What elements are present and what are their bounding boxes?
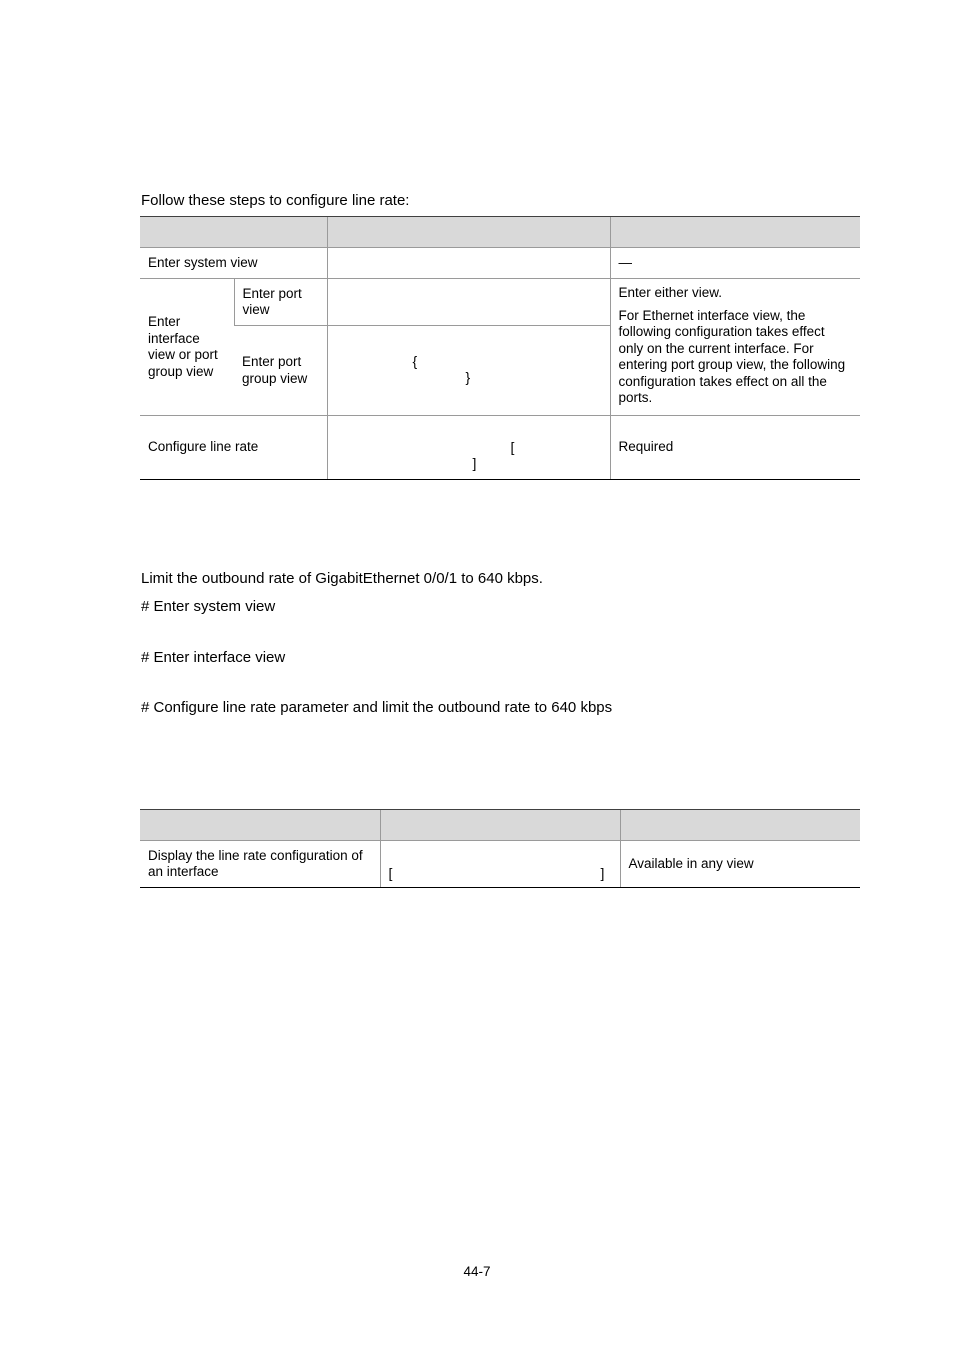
cell-remarks: [610, 279, 860, 416]
header-cell-operation: [140, 810, 380, 841]
command-open-bracket: [: [510, 439, 515, 455]
example-step-line-rate: # Configure line rate parameter and limit the outbound rate to 640 kbps: [141, 699, 613, 716]
header-cell-remarks: [620, 810, 860, 841]
command-close-bracket: ]: [600, 865, 605, 881]
header-cell-command: [380, 810, 620, 841]
remarks-line-1: Enter either view.: [618, 285, 723, 300]
config-table-header: [140, 217, 860, 248]
cell-command: [327, 416, 610, 480]
example-step-system-view: # Enter system view: [141, 598, 276, 615]
cell-remarks: Available in any view: [620, 841, 860, 888]
header-cell-remarks: [610, 217, 860, 248]
cell-remarks: Required: [610, 416, 860, 480]
table-row: [140, 841, 860, 888]
intro-text: Follow these steps to configure line rate:: [141, 192, 410, 209]
cell-operation: Enter interface view or port group view: [140, 279, 234, 416]
command-open-bracket: [: [388, 865, 393, 881]
table-row: [140, 279, 860, 326]
table-row: [140, 248, 860, 279]
cell-remarks: —: [610, 248, 860, 279]
command-open-brace: {: [412, 353, 418, 369]
cell-command: [327, 248, 610, 279]
cell-command: [327, 279, 610, 326]
display-table-header: [140, 810, 860, 841]
table-row: [140, 416, 860, 480]
example-goal: Limit the outbound rate of GigabitEthernet 0/0/1 to 640 kbps.: [141, 570, 543, 587]
config-table: [140, 216, 860, 480]
page-number: 44-7: [463, 1264, 491, 1279]
header-cell-command: [327, 217, 610, 248]
cell-sub-operation: Enter port group view: [234, 326, 327, 416]
command-close-bracket: ]: [472, 455, 477, 471]
header-cell-operation: [140, 217, 327, 248]
cell-command: [327, 326, 610, 416]
remarks-line-2: For Ethernet interface view, the following configuration takes effect only on the current interface. For entering port group view, the following configuration takes effect on all the ports.: [618, 307, 846, 405]
cell-operation: Configure line rate: [140, 416, 327, 480]
display-table: [140, 809, 860, 888]
cell-sub-operation: Enter port view: [234, 279, 327, 326]
command-close-brace: }: [465, 369, 471, 385]
cell-operation: Enter system view: [140, 248, 327, 279]
cell-operation: Display the line rate configuration of an interface: [140, 841, 380, 888]
cell-command: [380, 841, 620, 888]
example-step-interface-view: # Enter interface view: [141, 649, 286, 666]
